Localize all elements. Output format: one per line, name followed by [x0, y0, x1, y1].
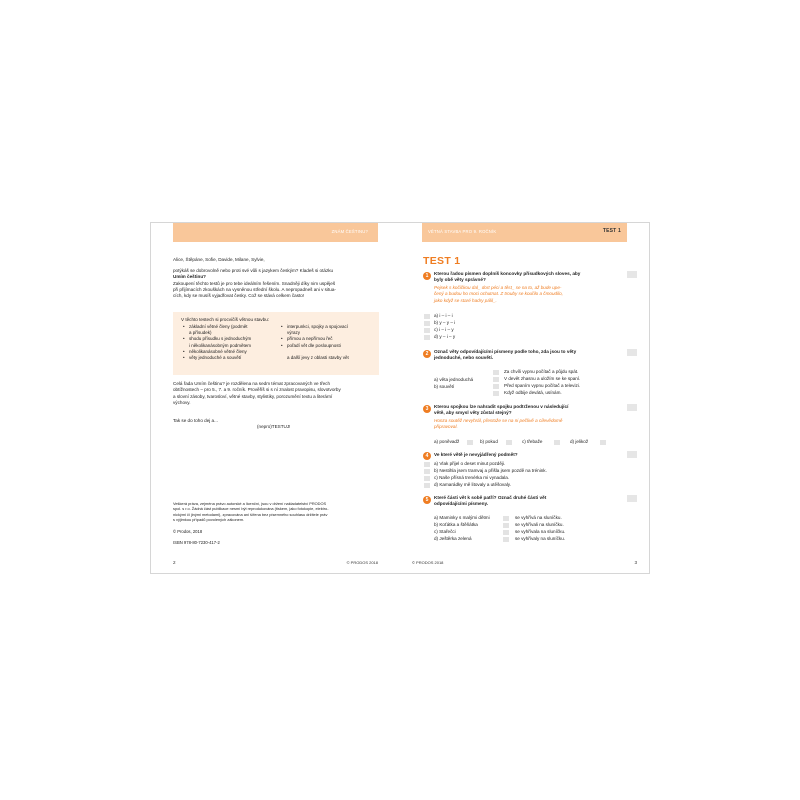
copyright: © Prodos, 2018 — [173, 529, 203, 534]
question-line: Kterou řadou písmen doplníš koncovky přísudkových sloves, aby — [434, 271, 581, 276]
question-line: Které části vět k sobě patří? Označ druhé části vět — [434, 495, 547, 500]
left-header-title: ZNÁM ČEŠTINU? — [331, 229, 368, 234]
score-box — [627, 271, 637, 278]
series-line-3: a slovní zásoby, tvarosloví, větné stavby, stylistiky, porozumění textu a literární — [173, 393, 333, 399]
legal-line-2: spol. s r.o. Žádná část publikace nesmí být reprodukována (tiskem, jako fotokopie, elektro- — [173, 506, 329, 512]
legal-line-3: nickými či jinými metodami), zpracována ani šířena bez písemného souhlasu držitele práv — [173, 511, 328, 517]
topic-item: • přímou a nepřímou řeč — [281, 336, 349, 342]
question-3-text — [434, 404, 610, 417]
answer-checkbox[interactable] — [424, 314, 430, 319]
answer-checkbox[interactable] — [506, 440, 512, 445]
intro-line-5: cích, kdy se musíš vyjadřovat česky. Což se stává celkem často! — [173, 293, 305, 299]
series-paragraph — [173, 381, 383, 406]
answer-checkbox[interactable] — [467, 440, 473, 445]
q5-right: se vyhřívá na sluníčku. — [515, 515, 562, 520]
isbn: ISBN 978-80-7230-417-2 — [173, 540, 220, 545]
q5-left: b) Koťátka a štěňátka — [434, 522, 478, 527]
page-number-right: 3 — [634, 560, 637, 565]
answer-checkbox[interactable] — [600, 440, 606, 445]
score-box — [627, 451, 637, 458]
q4-option-b: b) Nestihla jsem tramvaj a přišla jsem pozdě na trénink. — [434, 468, 547, 473]
q5-left: a) Maminky s malými dětmi — [434, 515, 490, 520]
intro-line-2: Umím češtinu? — [173, 274, 206, 280]
topic-item-cont: i několikanásobným podmětem — [189, 342, 252, 348]
question-2-text — [434, 349, 610, 362]
series-line-4: výchovy. — [173, 399, 191, 405]
answer-checkbox[interactable] — [493, 384, 499, 389]
legal-line-1: Veškerá práva, zejména právo autorské a licenční, jsou v držení nakladatelství PRODOS — [173, 501, 327, 506]
right-header-band — [422, 223, 627, 242]
greeting: Alice, Štěpáne, Sofie, Davide, Milane, Sylvie, — [173, 257, 265, 262]
q2-sentence: V devět zhasnu a uložím se ke spaní. — [504, 376, 581, 381]
topic-item-cont: výrazy — [287, 330, 301, 336]
answer-checkbox[interactable] — [424, 462, 430, 467]
example-line: Honza soutěž nevyhrál, přestože se na ni pečlivě a cílevědomě — [434, 418, 563, 423]
q2-label-a: a) věta jednoduchá — [434, 377, 474, 382]
intro-line-4: při přijímacích zkouškách na vysněnou střední školu. A nepropadneš ani v situa- — [173, 286, 336, 292]
question-line: větě, aby smysl věty zůstal stejný? — [434, 410, 512, 416]
answer-checkbox[interactable] — [493, 377, 499, 382]
example-line: připravoval. — [434, 424, 458, 430]
question-4-text: Ve které větě je nevyjádřený podmět? — [434, 452, 518, 457]
q5-left: d) Ještěrka zelená — [434, 536, 472, 541]
q1-option-b: b) y – y – i — [434, 320, 456, 325]
topic-item: • interpunkci, spojky a spojovací — [281, 324, 349, 330]
intro-line-3: Zakoupení těchto testů je pro tebe ideálním řešením. Snadněji díky nim uspěješ — [173, 280, 336, 286]
signature: (nepro)TESTUJ! — [257, 424, 291, 429]
topics-column-1 — [183, 324, 251, 361]
q4-option-d: d) Kamarádky mě litovaly a utěšovaly. — [434, 482, 512, 487]
answer-checkbox[interactable] — [503, 523, 509, 528]
test-title: TEST 1 — [423, 255, 461, 267]
answer-checkbox[interactable] — [493, 370, 499, 375]
closing-line: Tak se do toho dej a... — [173, 418, 218, 423]
right-header-title: VĚTNÁ STAVBA PRO 9. ROČNÍK — [428, 229, 497, 234]
answer-checkbox[interactable] — [554, 440, 560, 445]
question-line: odpovídajícími písmeny. — [434, 501, 489, 507]
q5-left: c) Stařečci — [434, 529, 456, 534]
q2-sentence: Před spaním vypnu počítač a televizi. — [504, 383, 581, 388]
question-3-number: 3 — [423, 405, 431, 413]
series-line-2: obtížnostech – pro 5., 7. a 9. ročník. Prověříš si s ní znalost pravopisu, slovotvorby — [173, 387, 341, 393]
answer-checkbox[interactable] — [503, 516, 509, 521]
intro-paragraph — [173, 268, 383, 299]
answer-checkbox[interactable] — [493, 391, 499, 396]
q5-right: se vyhřívaly na sluníčku. — [515, 536, 566, 541]
score-box — [627, 404, 637, 411]
question-1-example — [434, 285, 614, 304]
page-number-left: 2 — [173, 560, 176, 565]
topic-item: • věty jednoduché a souvětí — [183, 355, 251, 361]
answer-checkbox[interactable] — [424, 469, 430, 474]
example-line: Pejsek s kočičkou dal_ dort péci a těst_ se na to, až bude upe- — [434, 285, 562, 290]
question-1-text — [434, 271, 610, 284]
legal-line-4: s výjimkou případů povolených zákonem. — [173, 517, 245, 523]
right-page — [400, 222, 650, 574]
topic-item: • několikanásobné větné členy — [183, 349, 251, 355]
right-header-test: TEST 1 — [602, 228, 621, 234]
footer-copyright-right: © PRODOS 2018 — [412, 560, 444, 565]
question-2-number: 2 — [423, 350, 431, 358]
topics-box-title: V těchto testech si procvičíš větnou stavbu: — [181, 317, 270, 322]
series-line-1: Celá řada Umím češtinu? je rozdělena na sedm témat zpracovaných ve třech — [173, 381, 331, 386]
q4-option-a: a) Vlak přijel o deset minut později. — [434, 461, 506, 466]
q2-sentence: Když odbije devátá, usínám. — [504, 390, 562, 395]
answer-checkbox[interactable] — [424, 476, 430, 481]
left-header-band — [173, 223, 378, 242]
question-4-number: 4 — [423, 452, 431, 460]
q2-sentence: Za chvíli vypnu počítač a půjdu spát. — [504, 369, 579, 374]
q4-option-c: c) Naše přísná trenérka mi vynadala. — [434, 475, 510, 480]
q2-label-b: b) souvětí — [434, 384, 455, 389]
q5-right: se vyhřívala na sluníčku. — [515, 529, 566, 534]
topic-item: • pořadí vět dle posloupnosti — [281, 343, 349, 349]
question-line: Kterou spojkou lze nahradit spojku podtrženou v následující — [434, 404, 569, 409]
answer-checkbox[interactable] — [424, 321, 430, 326]
q1-option-d: d) y – i – y — [434, 334, 456, 339]
topic-item-cont: a přísudek) — [189, 330, 212, 336]
q5-right: se vyhřívali na sluníčku. — [515, 522, 564, 527]
score-box — [627, 349, 637, 356]
question-line: Označ věty odpovídajícími písmeny podle toho, zda jsou to věty — [434, 349, 577, 354]
example-line: jako když se staré hadry pálil_. — [434, 297, 497, 303]
q3-option-b: b) pokud — [480, 439, 498, 444]
score-box — [627, 495, 637, 502]
question-line: jednoduché, nebo souvětí. — [434, 355, 494, 361]
question-5-text — [434, 495, 610, 508]
legal-notice — [173, 501, 387, 523]
answer-checkbox[interactable] — [503, 530, 509, 535]
q3-option-d: d) jelikož — [570, 439, 589, 444]
intro-line-1: potýkáš se dobrovolně nebo proti své vůli s jazykem českým? Kladeš si otázku — [173, 268, 334, 273]
example-line: čený a budou ho moci ochutnat. Z trouby se kouřilo a čmoudilo, — [434, 291, 563, 297]
question-3-example — [434, 418, 614, 431]
q1-option-c: c) i – i – y — [434, 327, 454, 332]
answer-checkbox[interactable] — [424, 335, 430, 340]
topic-item: • základní větné členy (podmět — [183, 324, 251, 330]
topic-item: • shodu přísudku s jednoduchým — [183, 336, 251, 342]
answer-checkbox[interactable] — [503, 537, 509, 542]
q1-option-a: a) i – i – i — [434, 313, 453, 318]
topics-column-2 — [281, 324, 349, 361]
question-line: byly obě věty správné? — [434, 277, 486, 283]
answer-checkbox[interactable] — [424, 483, 430, 488]
q3-option-c: c) třebaže — [522, 439, 543, 444]
topic-item-cont: a další jevy z oblasti stavby vět — [287, 354, 349, 360]
left-page — [150, 222, 400, 574]
question-5-number: 5 — [423, 496, 431, 504]
question-1-number: 1 — [423, 272, 431, 280]
footer-copyright-left: © PRODOS 2018 — [346, 560, 378, 565]
answer-checkbox[interactable] — [424, 328, 430, 333]
q3-option-a: a) poněvadž — [434, 439, 460, 444]
